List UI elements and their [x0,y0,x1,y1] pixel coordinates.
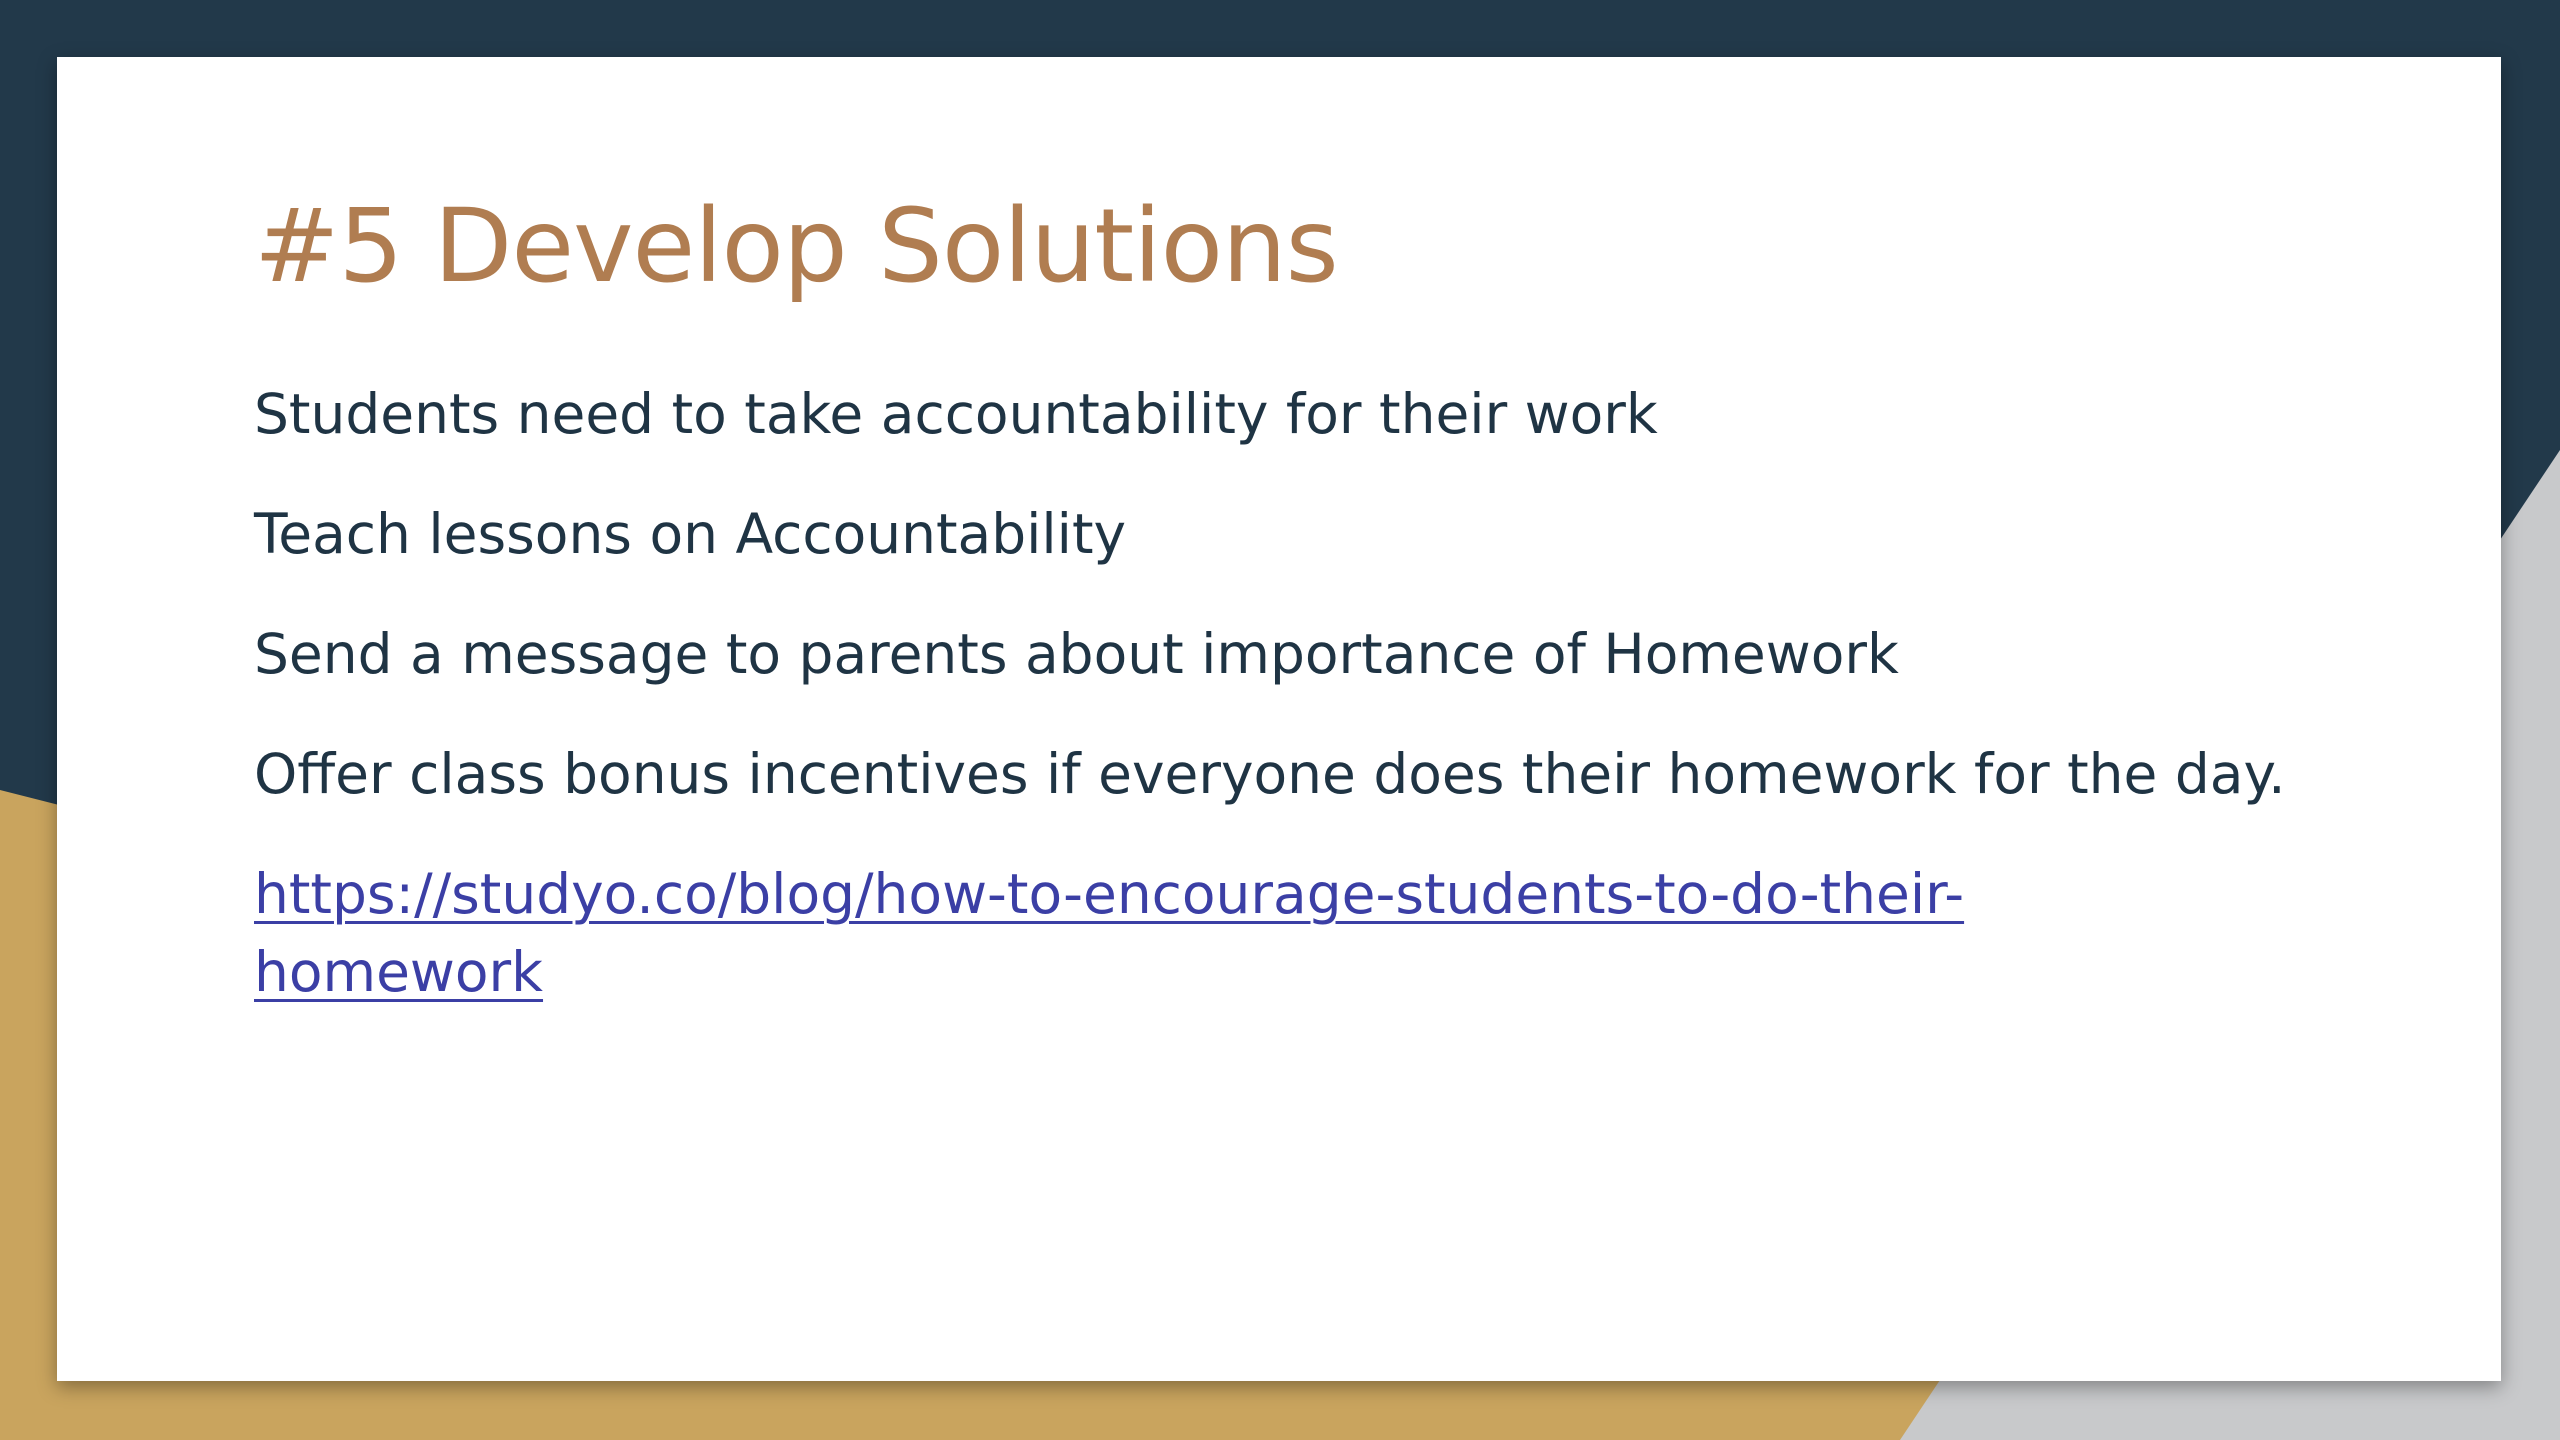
bullet-accountability-lessons: Teach lessons on Accountability [254,502,1127,566]
slide-canvas [57,57,2501,1381]
studyo-link[interactable]: https://studyo.co/blog/how-to-encourage-students-to-do-their-homework [254,862,1965,1004]
bullet-parent-message: Send a message to parents about importance of Homework [254,622,1899,686]
bullet-accountability-work: Students need to take accountability for their work [254,382,1658,446]
bullet-bonus-incentives: Offer class bonus incentives if everyone does their homework for the day. [254,742,2286,806]
slide-title: #5 Develop Solutions [254,187,1338,306]
slide-body [254,375,2354,1053]
link-item [254,855,2154,1011]
